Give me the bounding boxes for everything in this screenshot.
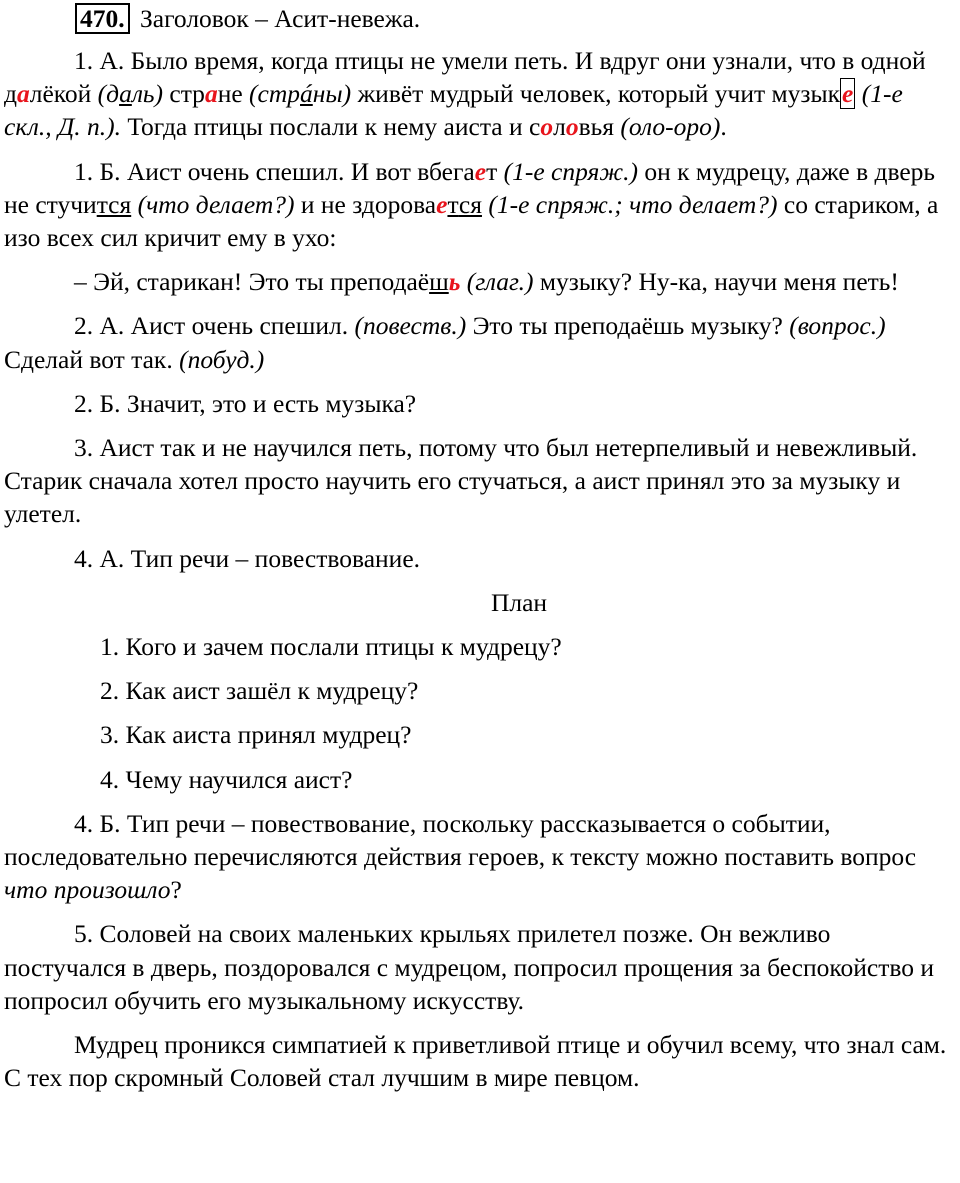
- text: лёкой: [29, 79, 98, 109]
- text: .: [720, 112, 727, 142]
- paragraph-1b: [4, 155, 954, 255]
- paragraph-2a: [4, 309, 954, 375]
- note: что произошло: [4, 875, 171, 905]
- text: не: [217, 79, 250, 109]
- exercise-title: Заголовок – Асит-невежа.: [140, 4, 421, 33]
- highlight-letter: о: [540, 112, 554, 142]
- paragraph-4b: [4, 807, 954, 907]
- paragraph-1a: [4, 44, 954, 144]
- text: он к мудрецу, даже в дверь не стучи: [4, 156, 936, 219]
- text: – Эй, старикан! Это ты преподаё: [74, 267, 430, 297]
- text: л: [553, 112, 566, 142]
- text: 4. Б. Тип речи – повествование, поскольку рассказывается о событии, последовательно перечисляются действия героев, к тексту можно поставить вопрос: [4, 808, 917, 872]
- text: ль): [131, 79, 164, 109]
- highlight-letter: е: [474, 156, 487, 186]
- plan-item: 2. Как аист зашёл к мудрецу?: [100, 676, 419, 706]
- text: Сделай вот так.: [4, 344, 180, 374]
- note: (глаг.): [466, 267, 534, 297]
- text: стр: [163, 79, 205, 109]
- boxed-letter: е: [842, 79, 854, 109]
- note: [249, 79, 351, 108]
- note: (повеств.): [354, 311, 467, 341]
- paragraph-4a: 4. А. Тип речи – повествование.: [74, 543, 421, 573]
- text: ?: [170, 875, 182, 905]
- text: ны): [312, 79, 352, 109]
- paragraph-6: Мудрец проникся симпатией к приветливой птице и обучил всему, что знал сам. С тех пор скромный Соловей стал лучшим в мире певцом.: [4, 1030, 947, 1093]
- paragraph-2b: 2. Б. Значит, это и есть музыка?: [74, 388, 417, 418]
- note: (1-е скл., Д. п.).: [4, 79, 903, 142]
- plan-item: 4. Чему научился аист?: [100, 764, 353, 794]
- exercise-header: [4, 2, 954, 35]
- underlined-letter: á: [300, 79, 313, 109]
- text: 1. Б. Аист очень спешил. И вот вбега: [74, 156, 475, 186]
- text: (стр: [249, 79, 301, 109]
- note: (вопрос.): [789, 311, 886, 341]
- paragraph-3: 3. Аист так и не научился петь, потому что был нетерпеливый и невежливый. Старик сначала хотел просто научить его стучаться, а аист принял это за музыку и улетел.: [4, 433, 918, 529]
- exercise-number: 470.: [75, 3, 130, 34]
- text: со стариком, а изо всех сил кричит ему в ухо:: [4, 189, 939, 253]
- highlight-letter: а: [204, 79, 218, 109]
- highlight-letter: а: [16, 79, 30, 109]
- highlight-letter: о: [565, 112, 579, 142]
- note: (побуд.): [179, 344, 265, 374]
- text: музыку? Ну-ка, научи меня петь!: [533, 267, 899, 297]
- underlined-letter: а: [119, 79, 132, 109]
- text: Это ты преподаёшь музыку?: [466, 311, 790, 341]
- note: (оло-оро): [620, 112, 721, 142]
- plan-item: 1. Кого и зачем послали птицы к мудрецу?: [100, 632, 562, 662]
- note: (1-е спряж.; что делает?): [488, 189, 778, 219]
- highlight-letter: е: [436, 189, 448, 219]
- underlined-ending: тся: [96, 189, 132, 219]
- note: (1-е спряж.): [503, 156, 638, 186]
- highlight-letter: ь: [448, 267, 461, 297]
- plan-item: 3. Как аиста принял мудрец?: [100, 720, 412, 750]
- paragraph-quote: [4, 265, 954, 298]
- text: живёт мудрый человек, который учит музык: [351, 79, 841, 109]
- text: 1. А. Было время, когда птицы не умели петь. И вдруг они узнали, что в одной д: [4, 46, 926, 109]
- note: (что делает?): [137, 189, 295, 219]
- plan-title: План: [490, 587, 548, 617]
- text: Тогда птицы послали к нему аиста и с: [120, 112, 541, 142]
- note: [98, 79, 163, 108]
- paragraph-5: 5. Соловей на своих маленьких крыльях прилетел позже. Он вежливо постучался в дверь, поздоровался с мудрецом, попросил прощения за беспокойство и попросил обучить его музыкальному искусству.: [4, 919, 934, 1015]
- text: т: [486, 156, 504, 186]
- underlined-letter: ш: [429, 267, 449, 297]
- text: вья: [578, 112, 621, 142]
- text: 2. А. Аист очень спешил.: [74, 311, 355, 341]
- text: и не здорова: [294, 189, 437, 219]
- underlined-letter: т: [447, 189, 459, 219]
- text: (д: [97, 79, 120, 109]
- underlined-ending: ся: [458, 189, 482, 219]
